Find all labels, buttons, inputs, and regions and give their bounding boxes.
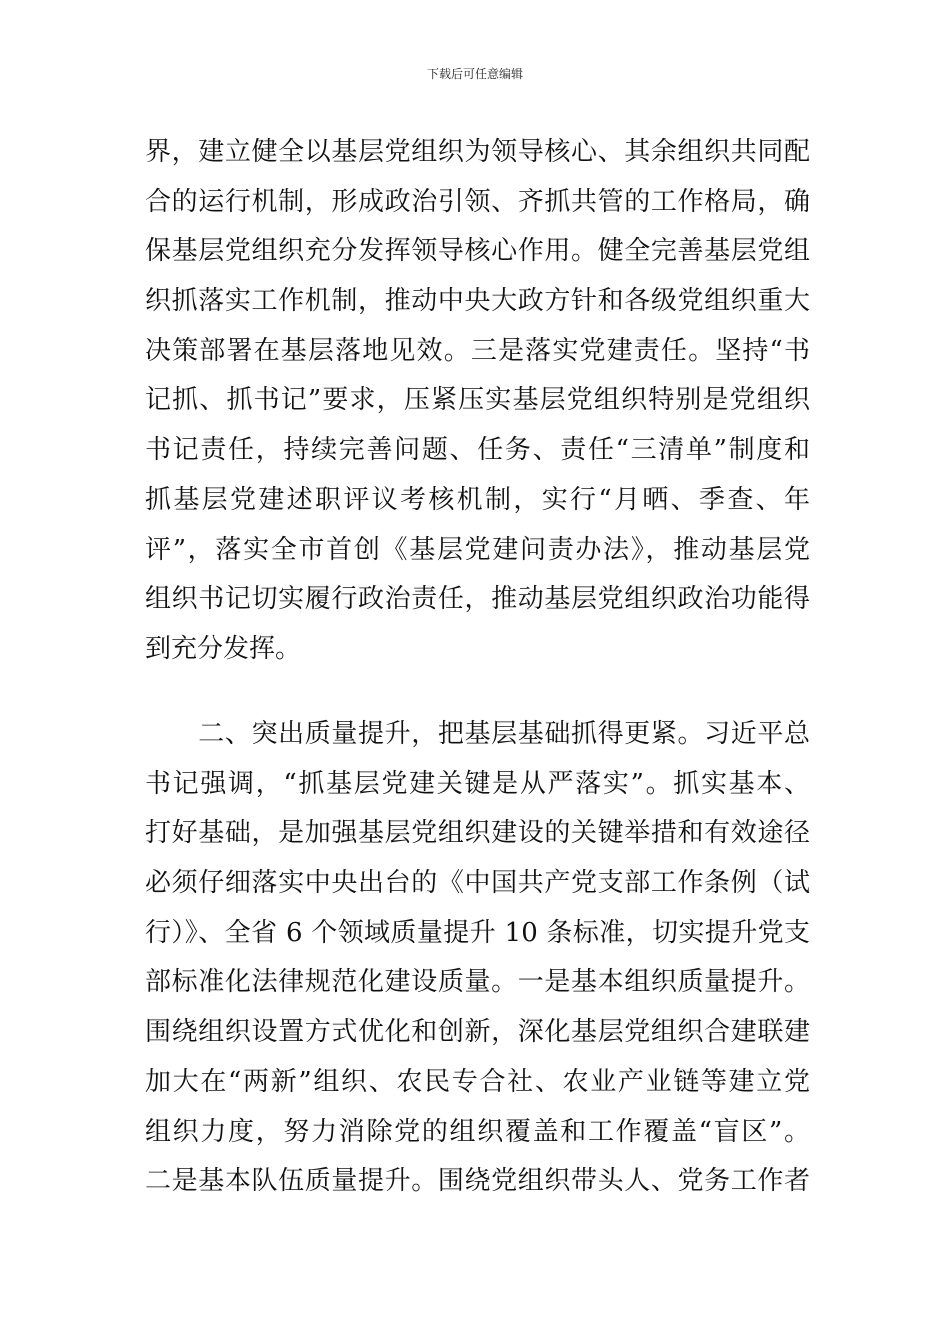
paragraph-line: 保基层党组织充分发挥领导核心作用。健全完善基层党组 — [145, 236, 810, 267]
paragraph-line: 加大在“两新”组织、农民专合社、农业产业链等建立党 — [145, 1066, 810, 1097]
paragraph-line: 记抓、抓书记”要求，压紧压实基层党组织特别是党组织 — [145, 385, 810, 416]
paragraph-line: 书记责任，持续完善问题、任务、责任“三清单”制度和 — [145, 435, 810, 466]
paragraph-line: 必须仔细落实中央出台的《中国共产党支部工作条例（试 — [145, 868, 810, 899]
paragraph-line: 行）》、全省 6 个领域质量提升 10 条标准，切实提升党支 — [145, 917, 810, 948]
paragraph-1 — [145, 128, 810, 675]
paragraph-line: 书记强调，“抓基层党建关键是从严落实”。抓实基本、 — [145, 768, 810, 799]
paragraph-line: 围绕组织设置方式优化和创新，深化基层党组织合建联建 — [145, 1017, 810, 1048]
paragraph-line: 组织书记切实履行政治责任，推动基层党组织政治功能得 — [145, 584, 810, 615]
paragraph-line: 组织力度，努力消除党的组织覆盖和工作覆盖“盲区”。 — [145, 1116, 810, 1147]
paragraph-line: 打好基础，是加强基层党组织建设的关键举措和有效途径 — [145, 818, 810, 849]
paragraph-line: 到充分发挥。 — [145, 633, 302, 664]
paragraph-line: 抓基层党建述职评议考核机制，实行“月晒、季查、年 — [145, 484, 810, 515]
paragraph-line: 决策部署在基层落地见效。三是落实党建责任。坚持“书 — [145, 335, 810, 366]
paragraph-line: 界，建立健全以基层党组织为领导核心、其余组织共同配 — [145, 137, 810, 167]
page-header: 下载后可任意编辑 — [426, 67, 523, 81]
paragraph-2 — [145, 710, 810, 1207]
paragraph-line: 评”，落实全市首创《基层党建问责办法》，推动基层党 — [145, 534, 810, 565]
paragraph-line: 合的运行机制，形成政治引领、齐抓共管的工作格局，确 — [145, 186, 810, 217]
paragraph-line: 织抓落实工作机制，推动中央大政方针和各级党组织重大 — [145, 286, 810, 317]
paragraph-line: 二是基本队伍质量提升。围绕党组织带头人、党务工作者 — [145, 1166, 810, 1197]
paragraph-line: 二、突出质量提升，把基层基础抓得更紧。习近平总 — [145, 719, 810, 749]
paragraph-line: 部标准化法律规范化建设质量。一是基本组织质量提升。 — [145, 967, 810, 998]
